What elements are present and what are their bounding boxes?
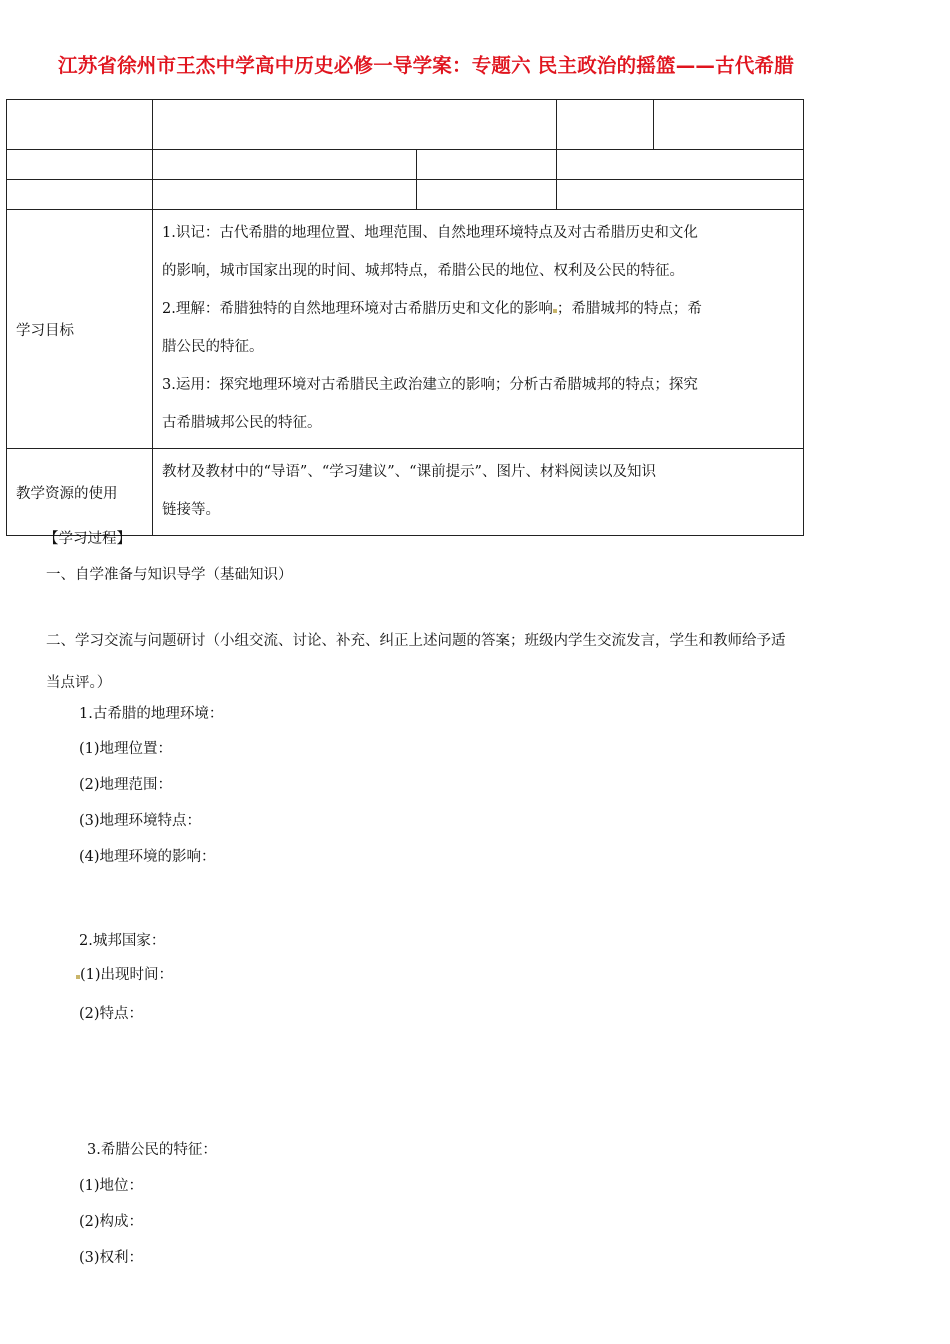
table-cell[interactable] [417,150,557,180]
objective-line [162,290,793,328]
objective-line: 1.识记：古代希腊的地理位置、地理范围、自然地理环境特点及对古希腊历史和文化 [162,225,698,241]
table-cell[interactable] [557,180,804,210]
table-cell[interactable] [557,100,654,150]
s2-item: (2)特点： [79,1006,144,1022]
objective-line: 3.运用：探究地理环境对古希腊民主政治建立的影响；分析古希腊城邦的特点；探究 [162,377,698,393]
objectives-content [153,210,804,449]
document-title: 江苏省徐州市王杰中学高中历史必修一导学案：专题六 民主政治的摇篮——古代希腊 [58,54,794,77]
s3-item: (3)权利： [79,1250,144,1266]
table-cell[interactable] [654,100,804,150]
s1-item: (3)地理环境特点： [79,813,202,829]
table-cell[interactable] [153,100,557,150]
s1-item: (1)地理位置： [79,741,173,757]
section-part2 [46,620,916,704]
objective-text: 2.理解：希腊独特的自然地理环境对古希腊历史和文化的影响 [162,301,553,317]
s3-item: (2)构成： [79,1214,144,1230]
table-cell[interactable] [153,180,417,210]
table-cell[interactable] [557,150,804,180]
table-cell[interactable] [7,180,153,210]
table-cell[interactable] [7,100,153,150]
resource-line: 教材及教材中的“导语”、“学习建议”、“课前提示”、图片、材料阅读以及知识 [162,464,656,480]
section-part1: 一、自学准备与知识导学（基础知识） [46,567,293,583]
table-cell[interactable] [153,150,417,180]
objectives-label: 学习目标 [7,210,153,449]
resources-content [153,449,804,536]
resources-row [7,449,804,536]
objectives-row [7,210,804,449]
objective-line: 的影响，城市国家出现的时间、城邦特点，希腊公民的地位、权利及公民的特征。 [162,263,684,279]
objective-line: 古希腊城邦公民的特征。 [162,415,322,431]
process-heading: 【学习过程】 [44,531,131,547]
s2-item-text: (1)出现时间： [80,967,174,983]
s1-item: (4)地理环境的影响： [79,849,216,865]
objective-line: 腊公民的特征。 [162,339,264,355]
table-row [7,150,804,180]
section-part2-line: 二、学习交流与问题研讨（小组交流、讨论、补充、纠正上述问题的答案；班级内学生交流发言，学生和教师给予适 [46,633,786,649]
section-part2-line: 当点评。） [46,675,112,691]
table-cell[interactable] [7,150,153,180]
s3-heading: 3.希腊公民的特征： [87,1142,217,1158]
s2-heading: 2.城邦国家： [79,933,166,949]
table-cell[interactable] [417,180,557,210]
table-row [7,100,804,150]
table-row [7,180,804,210]
lesson-info-table [6,99,804,536]
s3-item: (1)地位： [79,1178,144,1194]
s2-item [76,963,173,984]
resource-line: 链接等。 [162,502,220,518]
resources-label: 教学资源的使用 [7,449,153,536]
objective-text: ；希腊城邦的特点；希 [556,301,702,317]
s1-item: (2)地理范围： [79,777,173,793]
s1-heading: 1.古希腊的地理环境： [79,706,224,722]
